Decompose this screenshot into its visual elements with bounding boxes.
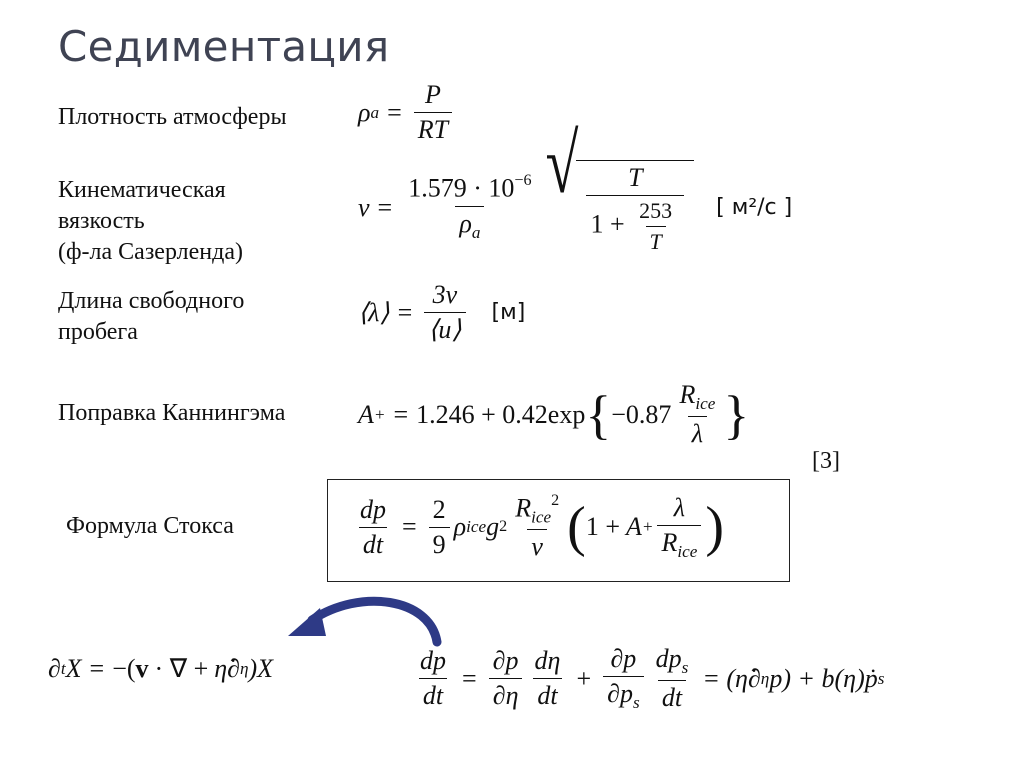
- viscosity-unit: [ м²/с ]: [716, 195, 793, 220]
- advection-formula: ∂ t X = −( v · ∇ + η̇∂ η )X: [48, 654, 274, 683]
- chain-rule-formula: $\frac{dp}{dt}$ = $\frac{\partial p}{\partial\eta}$ $\frac{d\eta}{dt}$ + $\frac{\partial p}{\partial p_s}$ $\frac{dp_s}{dt}$ = (η̇∂ η p) + b(η)ṗ s: [420, 644, 885, 712]
- page-title: Седиментация: [58, 22, 390, 71]
- cunningham-label: Поправка Каннингэма: [58, 400, 286, 426]
- stokes-label: Формула Стокса: [66, 513, 234, 539]
- viscosity-label: Кинематическая вязкость (ф-ла Сазерленда): [58, 177, 243, 265]
- density-label: Плотность атмосферы: [58, 104, 287, 130]
- freepath-formula: ⟨λ⟩ = $\frac{3\nu}{⟨u⟩}$ [м]: [358, 280, 526, 344]
- freepath-label: Длина свободного пробега: [58, 288, 245, 345]
- density-formula: ρ a = $\frac{P}{RT}$: [358, 80, 456, 145]
- stokes-formula: $\frac{dp}{dt}$ = $\frac{2}{9}$ ρ ice g 2 $\frac{R_{ice}^2}{\nu}$ ( 1 + A + $\frac{\lambda}{R_{ice}}$ ): [360, 492, 725, 562]
- reference-marker: [3]: [812, 448, 840, 474]
- cunningham-formula: A + = 1.246 + 0.42exp { −0.87 $\frac{R_{ice}}{\lambda}$ }: [358, 380, 750, 448]
- freepath-unit: [м]: [491, 300, 526, 325]
- curved-arrow-icon: [280, 592, 450, 648]
- viscosity-formula: ν = $\frac{1.579 \cdot 10^{-6}}{\rho_a}$ √ T 1 + $\frac{253}{T}$ [ м²/с ]: [358, 117, 793, 254]
